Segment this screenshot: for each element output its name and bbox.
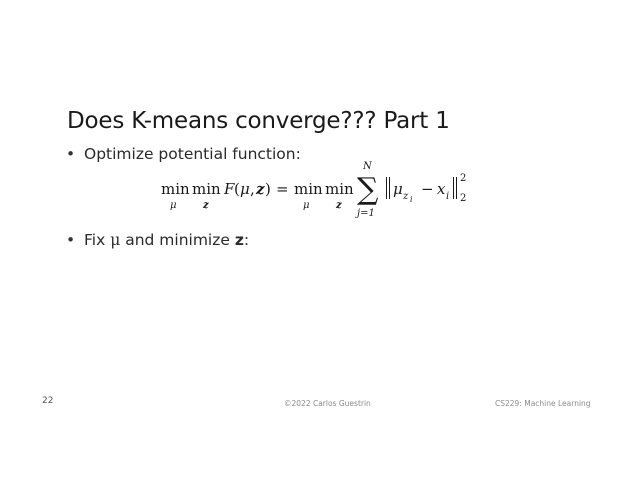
eq-mu: μ — [240, 180, 250, 198]
eq-min-z-sub: z — [203, 200, 209, 211]
eq-pow: 2 — [460, 173, 467, 184]
eq-mu-sub-z: z — [403, 191, 409, 202]
bullet-dot-icon: • — [66, 231, 76, 249]
page-number: 22 — [42, 396, 54, 406]
eq-min-z-2-sub: z — [336, 200, 342, 211]
bullet-middle: and minimize — [120, 231, 235, 249]
bullet-suffix: : — [243, 231, 250, 249]
eq-min-z: min — [192, 180, 221, 198]
eq-min-mu: min — [161, 180, 190, 198]
eq-sum-upper: N — [363, 161, 372, 172]
eq-sum-icon: ∑ — [357, 172, 379, 207]
bullet-fix-mu — [66, 231, 249, 249]
eq-close-paren: ) — [265, 180, 271, 198]
slide-title: Does K-means converge??? Part 1 — [67, 108, 450, 134]
eq-norm-left-bar-2 — [389, 177, 390, 199]
eq-equals: = — [276, 180, 289, 198]
eq-z: z — [256, 180, 265, 198]
eq-norm-sub: 2 — [460, 193, 467, 204]
eq-norm-right-bar-1 — [453, 177, 454, 199]
eq-norm-right-bar-2 — [456, 177, 457, 199]
bullet-optimize — [66, 145, 301, 163]
footer-copyright: ©2022 Carlos Guestrin — [284, 399, 371, 408]
potential-function-equation — [161, 163, 471, 228]
footer-course: CS229: Machine Learning — [495, 399, 591, 408]
eq-min-z-2: min — [325, 180, 354, 198]
eq-x: x — [437, 180, 446, 198]
eq-F: F — [224, 180, 235, 198]
bullet-prefix: Fix — [84, 231, 111, 249]
eq-x-sub: i — [446, 191, 450, 202]
eq-mu-sub-i: i — [410, 195, 413, 204]
bullet-mu-symbol: μ — [110, 231, 121, 249]
bullet-dot-icon: • — [66, 145, 76, 163]
eq-sum-lower: j=1 — [357, 208, 375, 219]
eq-min-mu-2-sub: μ — [303, 200, 310, 211]
eq-norm-left-bar-1 — [386, 177, 387, 199]
bullet-z-symbol: z — [234, 231, 244, 249]
eq-min-mu-sub: μ — [170, 200, 177, 211]
eq-open-paren: ( — [234, 180, 240, 198]
eq-comma: , — [250, 180, 255, 198]
eq-mu-term: μ — [393, 180, 403, 198]
bullet-text: Optimize potential function: — [84, 145, 301, 163]
eq-minus: − — [421, 180, 434, 198]
eq-min-mu-2: min — [294, 180, 323, 198]
